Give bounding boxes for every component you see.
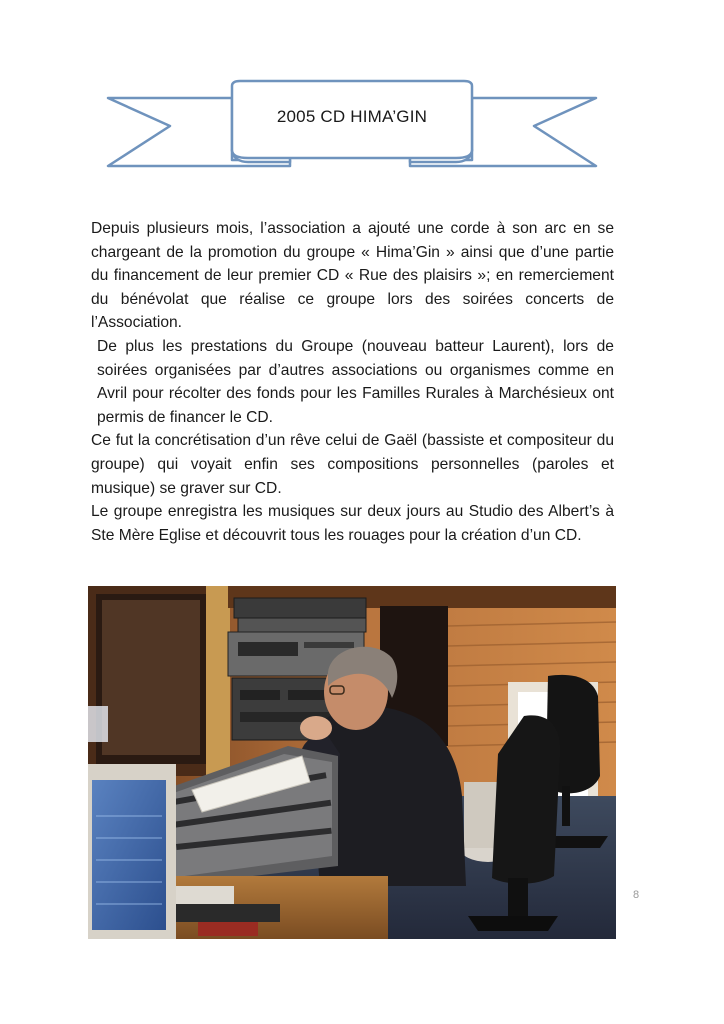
title-banner xyxy=(100,76,600,176)
studio-photo xyxy=(88,586,616,939)
page-title: 2005 CD HIMA’GIN xyxy=(276,107,428,126)
paragraph-performances: De plus les prestations du Groupe (nouveau batteur Laurent), lors de soirées organisées par d’autres associations ou organismes comme en Avril pour récolter des fonds pour les Familles Rurales à Marchésieux ont permis de financer le CD. xyxy=(97,337,614,426)
paragraph-intro: Depuis plusieurs mois, l’association a ajouté une corde à son arc en se chargeant de la promotion du groupe « Hima’Gin » ainsi que d’une partie du financement de leur premier CD « Rue des plaisirs »; en remerciement du bénévolat que réalise ce groupe lors des soirées concerts de l’Association. xyxy=(91,220,614,332)
page-number: 8 xyxy=(633,889,640,901)
article-body xyxy=(91,217,614,547)
studio-photo-illustration xyxy=(88,586,616,939)
paragraph-recording: Le groupe enregistra les musiques sur deux jours au Studio des Albert’s à Ste Mère Eglise et découvrit tous les rouages pour la création d’un CD. xyxy=(91,503,614,544)
paragraph-dream: Ce fut la concrétisation d’un rêve celui de Gaël (bassiste et compositeur du groupe) qui voyait enfin ses compositions personnelles (paroles et musique) se graver sur CD. xyxy=(91,432,614,497)
